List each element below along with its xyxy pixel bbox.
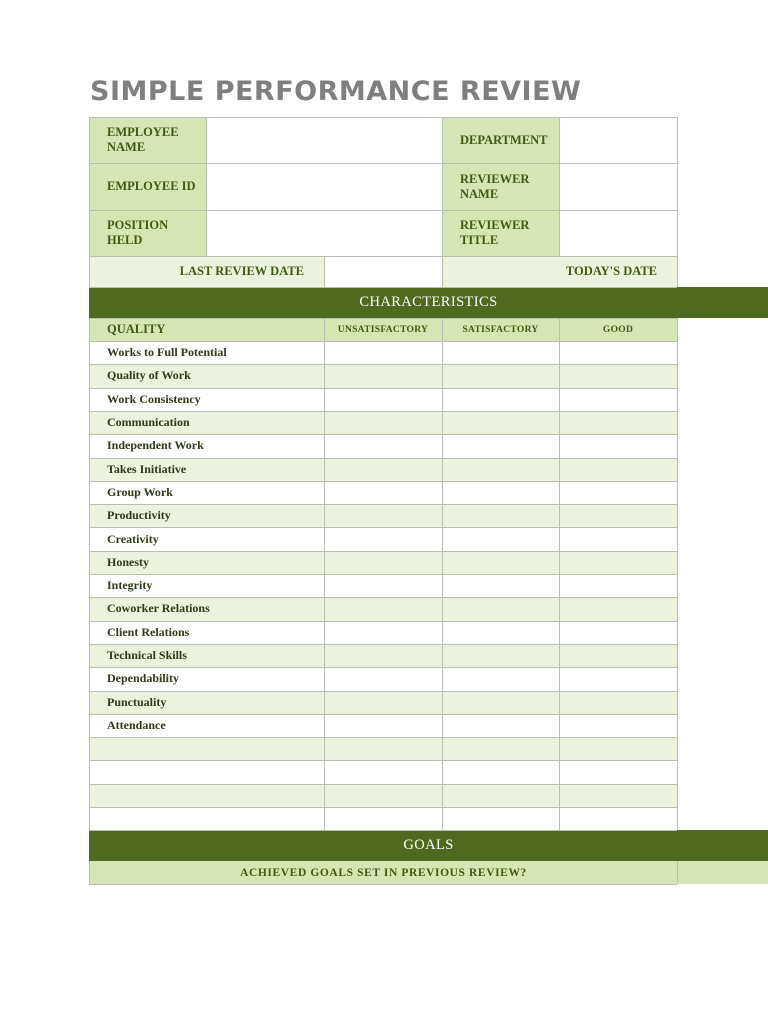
position-held-label: POSITION HELD <box>89 210 206 256</box>
rating-cell-unsatisfactory[interactable] <box>324 527 442 550</box>
rating-cell-satisfactory[interactable] <box>442 714 559 737</box>
rating-cell-satisfactory[interactable] <box>442 667 559 690</box>
rating-cell-good[interactable] <box>559 458 677 481</box>
rating-cell-unsatisfactory[interactable] <box>324 597 442 620</box>
characteristic-label: Punctuality <box>89 691 324 714</box>
rating-cell-good[interactable] <box>559 527 677 550</box>
rating-cell-good[interactable] <box>559 574 677 597</box>
rating-cell-good[interactable] <box>559 760 677 783</box>
rating-cell-satisfactory[interactable] <box>442 807 559 830</box>
rating-cell-satisfactory[interactable] <box>442 737 559 760</box>
rating-cell-satisfactory[interactable] <box>442 481 559 504</box>
last-review-date-field[interactable] <box>324 256 442 287</box>
rating-cell-satisfactory[interactable] <box>442 504 559 527</box>
rating-cell-good[interactable] <box>559 714 677 737</box>
characteristic-label: Work Consistency <box>89 388 324 411</box>
employee-name-field[interactable] <box>206 117 442 163</box>
characteristic-label: Creativity <box>89 527 324 550</box>
reviewer-name-label: REVIEWER NAME <box>442 163 559 210</box>
characteristic-label: Works to Full Potential <box>89 341 324 364</box>
characteristic-label: Independent Work <box>89 434 324 457</box>
rating-cell-good[interactable] <box>559 504 677 527</box>
rating-cell-good[interactable] <box>559 691 677 714</box>
employee-id-field[interactable] <box>206 163 442 210</box>
characteristic-label: Quality of Work <box>89 364 324 387</box>
grid-line <box>677 318 678 830</box>
rating-cell-unsatisfactory[interactable] <box>324 737 442 760</box>
last-review-date-label: LAST REVIEW DATE <box>89 256 324 287</box>
characteristic-label <box>89 760 324 783</box>
rating-cell-good[interactable] <box>559 411 677 434</box>
characteristic-label: Productivity <box>89 504 324 527</box>
department-label: DEPARTMENT <box>442 117 559 163</box>
rating-cell-unsatisfactory[interactable] <box>324 411 442 434</box>
employee-name-label: EMPLOYEE NAME <box>89 117 206 163</box>
rating-cell-satisfactory[interactable] <box>442 551 559 574</box>
characteristic-label: Coworker Relations <box>89 597 324 620</box>
column-header-quality: QUALITY <box>89 318 324 341</box>
rating-cell-satisfactory[interactable] <box>442 434 559 457</box>
column-header-good: GOOD <box>559 318 677 341</box>
rating-cell-unsatisfactory[interactable] <box>324 458 442 481</box>
reviewer-title-field[interactable] <box>559 210 677 256</box>
department-field[interactable] <box>559 117 677 163</box>
characteristic-label: Attendance <box>89 714 324 737</box>
characteristic-label: Takes Initiative <box>89 458 324 481</box>
characteristic-label: Integrity <box>89 574 324 597</box>
characteristic-label <box>89 807 324 830</box>
rating-cell-unsatisfactory[interactable] <box>324 691 442 714</box>
column-header-satisfactory: SATISFACTORY <box>442 318 559 341</box>
rating-cell-satisfactory[interactable] <box>442 691 559 714</box>
rating-cell-unsatisfactory[interactable] <box>324 481 442 504</box>
rating-cell-unsatisfactory[interactable] <box>324 388 442 411</box>
rating-cell-unsatisfactory[interactable] <box>324 364 442 387</box>
grid-line <box>89 884 677 885</box>
rating-cell-satisfactory[interactable] <box>442 574 559 597</box>
rating-cell-good[interactable] <box>559 784 677 807</box>
characteristics-heading: CHARACTERISTICS <box>89 287 768 318</box>
grid-line <box>677 117 678 287</box>
rating-cell-satisfactory[interactable] <box>442 458 559 481</box>
rating-cell-satisfactory[interactable] <box>442 784 559 807</box>
rating-cell-satisfactory[interactable] <box>442 760 559 783</box>
characteristic-label <box>89 737 324 760</box>
rating-cell-unsatisfactory[interactable] <box>324 807 442 830</box>
rating-cell-unsatisfactory[interactable] <box>324 667 442 690</box>
characteristic-label: Group Work <box>89 481 324 504</box>
rating-cell-satisfactory[interactable] <box>442 621 559 644</box>
rating-cell-satisfactory[interactable] <box>442 388 559 411</box>
reviewer-name-field[interactable] <box>559 163 677 210</box>
rating-cell-unsatisfactory[interactable] <box>324 714 442 737</box>
rating-cell-satisfactory[interactable] <box>442 597 559 620</box>
rating-cell-good[interactable] <box>559 644 677 667</box>
characteristic-label: Client Relations <box>89 621 324 644</box>
rating-cell-satisfactory[interactable] <box>442 644 559 667</box>
rating-cell-satisfactory[interactable] <box>442 341 559 364</box>
characteristic-label: Dependability <box>89 667 324 690</box>
rating-cell-good[interactable] <box>559 434 677 457</box>
rating-cell-satisfactory[interactable] <box>442 364 559 387</box>
goals-question: ACHIEVED GOALS SET IN PREVIOUS REVIEW? <box>89 861 768 884</box>
rating-cell-unsatisfactory[interactable] <box>324 574 442 597</box>
rating-cell-unsatisfactory[interactable] <box>324 504 442 527</box>
goals-heading: GOALS <box>89 830 768 861</box>
characteristic-label: Communication <box>89 411 324 434</box>
rating-cell-good[interactable] <box>559 737 677 760</box>
rating-cell-good[interactable] <box>559 667 677 690</box>
column-header-unsatisfactory: UNSATISFACTORY <box>324 318 442 341</box>
characteristic-label: Honesty <box>89 551 324 574</box>
rating-cell-satisfactory[interactable] <box>442 411 559 434</box>
rating-cell-good[interactable] <box>559 388 677 411</box>
rating-cell-good[interactable] <box>559 551 677 574</box>
characteristic-label: Technical Skills <box>89 644 324 667</box>
rating-cell-unsatisfactory[interactable] <box>324 760 442 783</box>
rating-cell-good[interactable] <box>559 364 677 387</box>
reviewer-title-label: REVIEWER TITLE <box>442 210 559 256</box>
characteristic-label <box>89 784 324 807</box>
position-held-field[interactable] <box>206 210 442 256</box>
rating-cell-good[interactable] <box>559 481 677 504</box>
rating-cell-good[interactable] <box>559 597 677 620</box>
employee-id-label: EMPLOYEE ID <box>89 163 206 210</box>
rating-cell-good[interactable] <box>559 341 677 364</box>
rating-cell-unsatisfactory[interactable] <box>324 784 442 807</box>
page-title: SIMPLE PERFORMANCE REVIEW <box>90 76 582 107</box>
rating-cell-satisfactory[interactable] <box>442 527 559 550</box>
rating-cell-good[interactable] <box>559 807 677 830</box>
todays-date-label: TODAY'S DATE <box>442 256 677 287</box>
rating-cell-unsatisfactory[interactable] <box>324 341 442 364</box>
rating-cell-unsatisfactory[interactable] <box>324 434 442 457</box>
rating-cell-unsatisfactory[interactable] <box>324 551 442 574</box>
rating-cell-good[interactable] <box>559 621 677 644</box>
rating-cell-unsatisfactory[interactable] <box>324 621 442 644</box>
rating-cell-unsatisfactory[interactable] <box>324 644 442 667</box>
